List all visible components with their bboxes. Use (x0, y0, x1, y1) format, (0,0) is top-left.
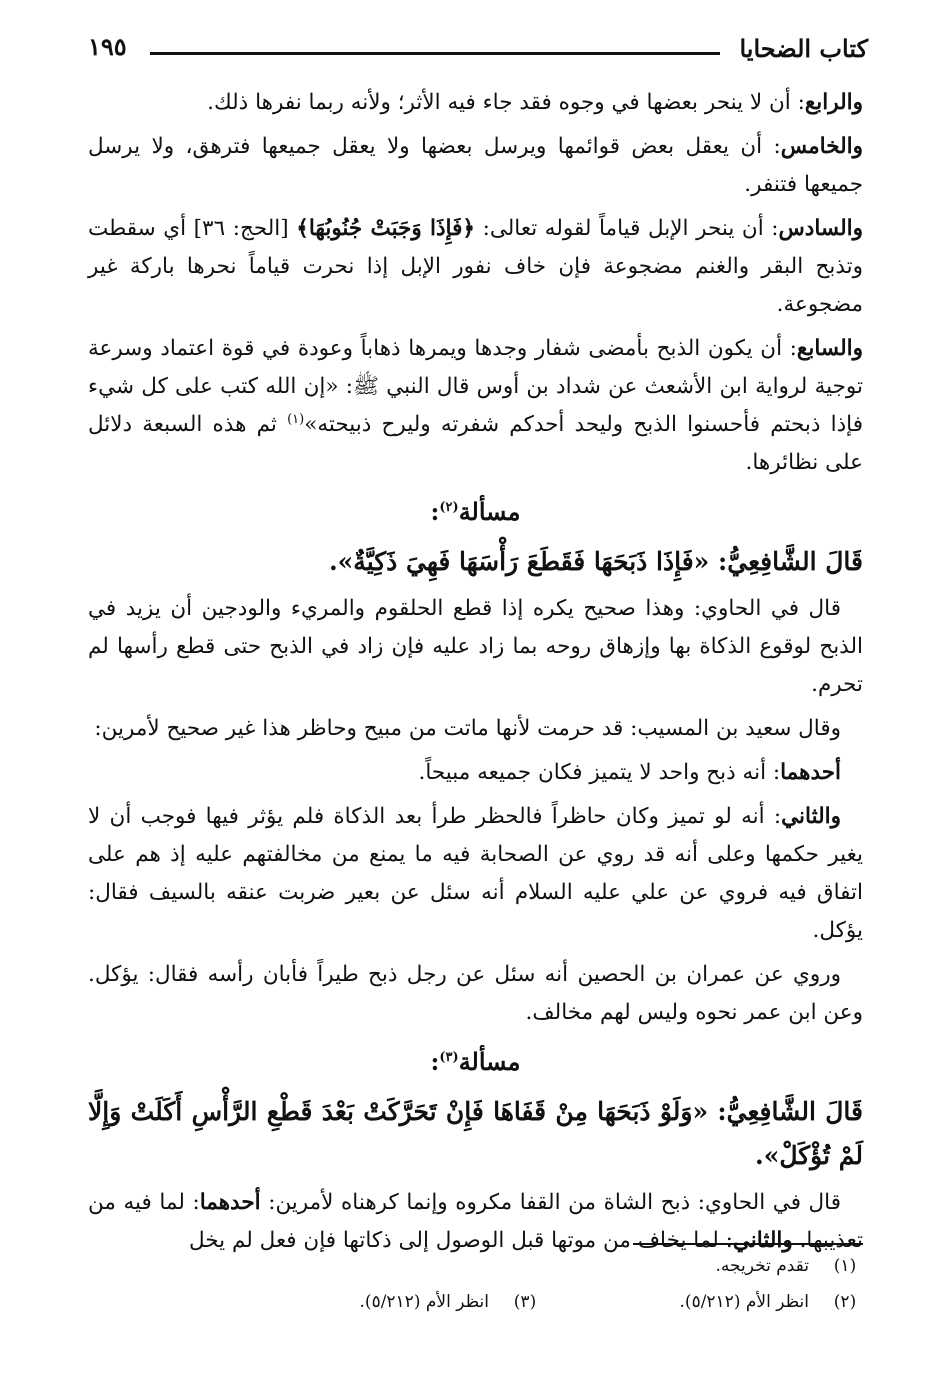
page-body (88, 84, 863, 1266)
paragraph-text: : لما يخاف من موتها قبل الوصول إلى ذكاتها فإن فعل لم يخل (188, 1228, 733, 1253)
paragraph-label: والخامس (780, 134, 863, 159)
paragraph-text: ثم هذه السبعة دلائل على نظائرها. (88, 412, 863, 475)
paragraph-label: أحدهما (199, 1190, 261, 1215)
paragraph-text: : أنه لو تميز وكان حاظراً فالحظر طرأ بعد الذكاة فلم يؤثر فيها فوجب أن لا يغير حكمها وعلى أنه قد روي عن الصحابة فيه ما يمنع من مخالفتهم عليه إذ هم على اتفاق فيه فروي عن علي عليه السلام أنه سئل عن بعير ضربت عنقه بالسيف فقال: يؤكل. (88, 804, 863, 943)
paragraph-fourth (88, 84, 863, 122)
paragraph-text: : أن يعقل بعض قوائمها ويرسل بعضها ولا يعقل جميعها فترهق، ولا يرسل جميعها فتنفر. (88, 134, 863, 197)
heading-suffix: : (430, 497, 440, 526)
shafii-label: قَالَ الشَّافِعِيُّ: (717, 1097, 863, 1126)
footnote-text: انظر الأم (٥/٢١٢). (359, 1292, 489, 1312)
paragraph-text: [الحج: ٣٦] أي سقطت وتذبح البقر والغنم مضجوعة فإن خاف نفور الإبل إذا نحرت قياماً نحرها باركة غير مضجوعة. (88, 216, 863, 317)
paragraph-text: : أنه ذبح واحد لا يتميز فكان جميعه مبيحاً. (418, 760, 781, 785)
footnote-row (88, 1251, 863, 1281)
footnote-text: انظر الأم (٥/٢١٢). (679, 1292, 809, 1312)
footnote-text: تقدم تخريجه. (715, 1256, 809, 1276)
footnote-ref[interactable]: (١) (287, 411, 305, 427)
heading-suffix: : (430, 1047, 440, 1076)
footnote-2 (543, 1287, 863, 1317)
quran-quote: ﴿فَإِذَا وَجَبَتْ جُنُوبُهَا﴾ (296, 216, 475, 241)
footnote-3 (360, 1287, 543, 1317)
masala-heading (88, 492, 863, 532)
footnote-number: (٢) (833, 1292, 857, 1312)
paragraph-ibn-musayyab: وقال سعيد بن المسيب: قد حرمت لأنها ماتت من مبيح وحاظر هذا غير صحيح لأمرين: (94, 716, 841, 741)
paragraph-label: والسادس (778, 216, 863, 241)
paragraph-text: : أن يكون الذبح بأمضى شفار وجدها ويمرها ذهاباً وعودة في قوة اعتماد وسرعة توجية لرواية ابن الأشعث عن شداد بن أوس قال النبي ﷺ: «إن الله كتب على كل شيء فإذا ذبحتم فأحسنوا الذبح وليحد أحدكم شفرته وليرح ذبيحته» (88, 336, 863, 437)
paragraph-text: : أن لا ينحر بعضها في وجوه فقد جاء فيه الأثر؛ ولأنه ربما نفرها ذلك. (207, 90, 805, 115)
shafii-quote (88, 1090, 863, 1178)
footnote-1 (716, 1251, 864, 1281)
footnotes (88, 1243, 863, 1317)
footnote-ref[interactable]: (٢) (439, 500, 459, 515)
shafii-text: «وَلَوْ ذَبَحَهَا مِنْ قَفَاهَا فَإِنْ تَحَرَّكَتْ بَعْدَ قَطْعِ الرَّأْسِ أَكَلَتْ وَإِلَّا لَمْ تُؤْكَلْ». (88, 1097, 863, 1170)
header-rule (150, 52, 720, 55)
footnote-number: (١) (833, 1256, 857, 1276)
footnote-number: (٣) (513, 1292, 537, 1312)
masala-heading (88, 1042, 863, 1082)
paragraph-sixth (88, 210, 863, 324)
heading-text: مسألة (458, 1047, 521, 1076)
paragraph-text: : أن ينحر الإبل قياماً لقوله تعالى: (474, 216, 779, 241)
paragraph-first-reason (88, 754, 863, 792)
paragraph-fifth (88, 128, 863, 204)
paragraph-label: والرابع (804, 90, 863, 115)
book-title: كتاب الضحايا (739, 34, 868, 63)
footnote-rule (633, 1243, 863, 1245)
paragraph-label: والثاني (781, 804, 841, 829)
page-number: ١٩٥ (88, 32, 127, 61)
paragraph-text: قال في الحاوي: ذبح الشاة من القفا مكروه وإنما كرهناه لأمرين: (260, 1190, 842, 1215)
footnote-row (88, 1287, 863, 1317)
paragraph-imran: وروي عن عمران بن الحصين أنه سئل عن رجل ذبح طيراً فأبان رأسه فقال: يؤكل. وعن ابن عمر نحوه وليس لهم مخالف. (88, 962, 863, 1025)
paragraph-label: أحدهما (780, 760, 841, 785)
paragraph-seventh (88, 330, 863, 482)
paragraph-second-reason (88, 798, 863, 950)
page-header (88, 30, 868, 70)
paragraph-hawi: قال في الحاوي: وهذا صحيح يكره إذا قطع الحلقوم والمريء والودجين أن يزيد في الذبح لوقوع الذكاة بها وإزهاق روحه بما زاد عليه فإن زاد في الذبح حتى قطع رأسها لم تحرم. (88, 596, 863, 697)
shafii-label: قَالَ الشَّافِعِيُّ: (718, 547, 863, 576)
paragraph-text: : لما فيه من تعذيبها. (88, 1190, 863, 1253)
heading-text: مسألة (458, 497, 521, 526)
footnote-ref[interactable]: (٣) (439, 1050, 459, 1065)
paragraph-label: والثاني (732, 1228, 793, 1253)
paragraph-label: والسابع (796, 336, 863, 361)
shafii-quote (88, 540, 863, 584)
shafii-text: «فَإِذَا ذَبَحَهَا فَقَطَعَ رَأْسَهَا فَهِيَ ذَكِيَّةٌ». (328, 547, 710, 576)
